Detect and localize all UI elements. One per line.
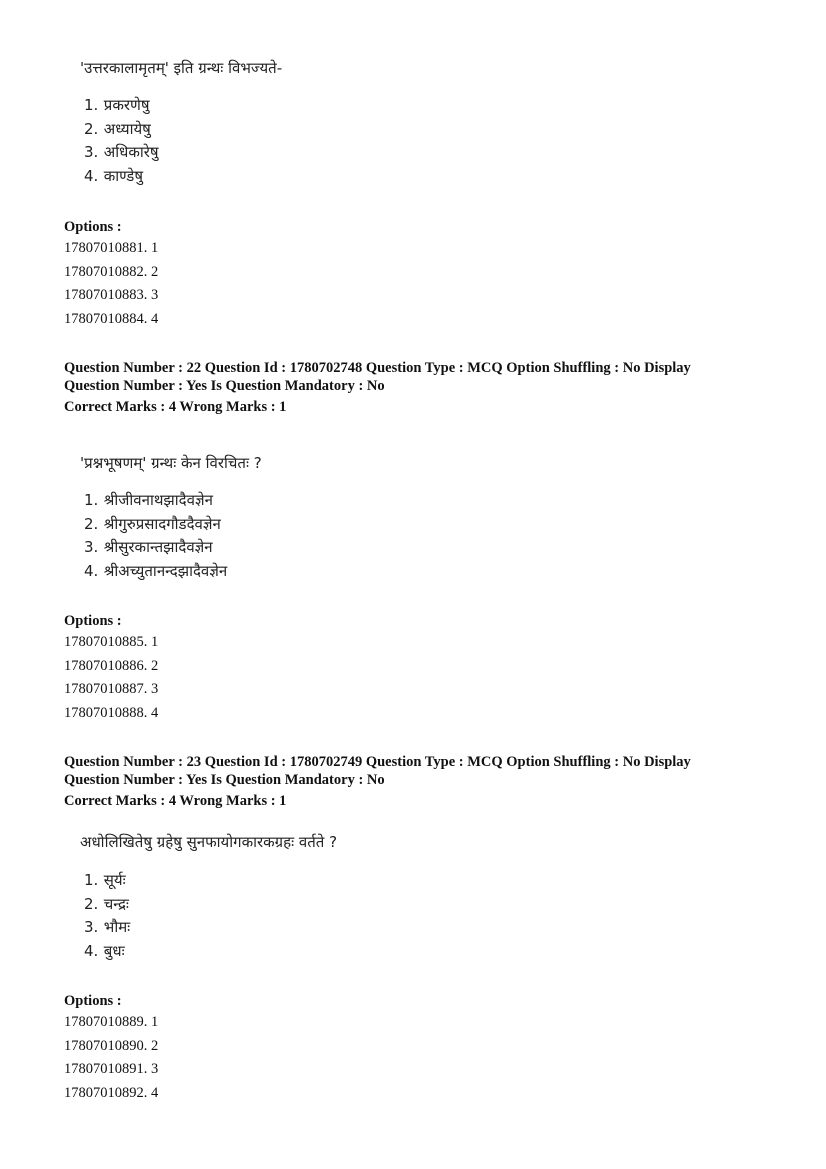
options-section bbox=[64, 991, 764, 1105]
options-label: Options : bbox=[64, 613, 122, 629]
option-row: 17807010883. 3 bbox=[64, 287, 159, 303]
answer-choice: 4. श्रीअच्युतानन्दझादैवज्ञेन bbox=[84, 561, 228, 580]
options-label: Options : bbox=[64, 219, 122, 235]
answer-choice: 1. प्रकरणेषु bbox=[84, 96, 150, 114]
answer-choices bbox=[84, 869, 130, 963]
question-header bbox=[64, 359, 764, 416]
option-row: 17807010882. 2 bbox=[64, 263, 159, 280]
question-meta-line: Question Number : Yes Is Question Mandatory : No bbox=[64, 772, 385, 788]
options-section bbox=[64, 217, 764, 331]
answer-choices bbox=[84, 489, 227, 583]
marks-line: Correct Marks : 4 Wrong Marks : 1 bbox=[64, 399, 287, 415]
options-section bbox=[64, 611, 764, 725]
question-header bbox=[64, 753, 764, 810]
marks-line: Correct Marks : 4 Wrong Marks : 1 bbox=[64, 793, 287, 809]
options-list bbox=[64, 237, 764, 331]
answer-choice: 4. काण्डेषु bbox=[84, 166, 144, 185]
option-row: 17807010886. 2 bbox=[64, 657, 159, 674]
answer-choice: 3. अधिकारेषु bbox=[84, 143, 159, 162]
option-row: 17807010885. 1 bbox=[64, 634, 159, 650]
option-row: 17807010892. 4 bbox=[64, 1084, 159, 1101]
answer-choices bbox=[84, 94, 159, 188]
option-row: 17807010889. 1 bbox=[64, 1014, 159, 1030]
question-text: 'प्रश्नभूषणम्' ग्रन्थः केन विरचितः ? bbox=[80, 454, 262, 472]
option-row: 17807010891. 3 bbox=[64, 1061, 159, 1077]
options-list bbox=[64, 1011, 764, 1105]
option-row: 17807010887. 3 bbox=[64, 681, 159, 697]
answer-choice: 3. भौमः bbox=[84, 918, 131, 937]
option-row: 17807010884. 4 bbox=[64, 310, 159, 327]
options-list bbox=[64, 631, 764, 725]
option-row: 17807010888. 4 bbox=[64, 704, 159, 721]
answer-choice: 2. श्रीगुरुप्रसादगौडदैवज्ञेन bbox=[84, 514, 221, 533]
options-label: Options : bbox=[64, 993, 122, 1009]
question-meta-line: Question Number : Yes Is Question Mandatory : No bbox=[64, 378, 385, 394]
question-text: अधोलिखितेषु ग्रहेषु सुनफायोगकारकग्रहः वर्तते ? bbox=[80, 833, 338, 851]
question-meta-line: Question Number : 23 Question Id : 1780702749 Question Type : MCQ Option Shuffling : No Display bbox=[64, 754, 691, 770]
answer-choice: 3. श्रीसुरकान्तझादैवज्ञेन bbox=[84, 538, 213, 557]
answer-choice: 1. सूर्यः bbox=[84, 871, 126, 889]
option-row: 17807010890. 2 bbox=[64, 1037, 159, 1054]
answer-choice: 2. चन्द्रः bbox=[84, 894, 129, 913]
answer-choice: 2. अध्यायेषु bbox=[84, 119, 151, 138]
question-text: 'उत्तरकालामृतम्' इति ग्रन्थः विभज्यते- bbox=[80, 59, 283, 77]
answer-choice: 4. बुधः bbox=[84, 941, 125, 960]
question-meta-line: Question Number : 22 Question Id : 1780702748 Question Type : MCQ Option Shuffling : No Display bbox=[64, 360, 691, 376]
option-row: 17807010881. 1 bbox=[64, 240, 159, 256]
answer-choice: 1. श्रीजीवनाथझादैवज्ञेन bbox=[84, 491, 213, 509]
